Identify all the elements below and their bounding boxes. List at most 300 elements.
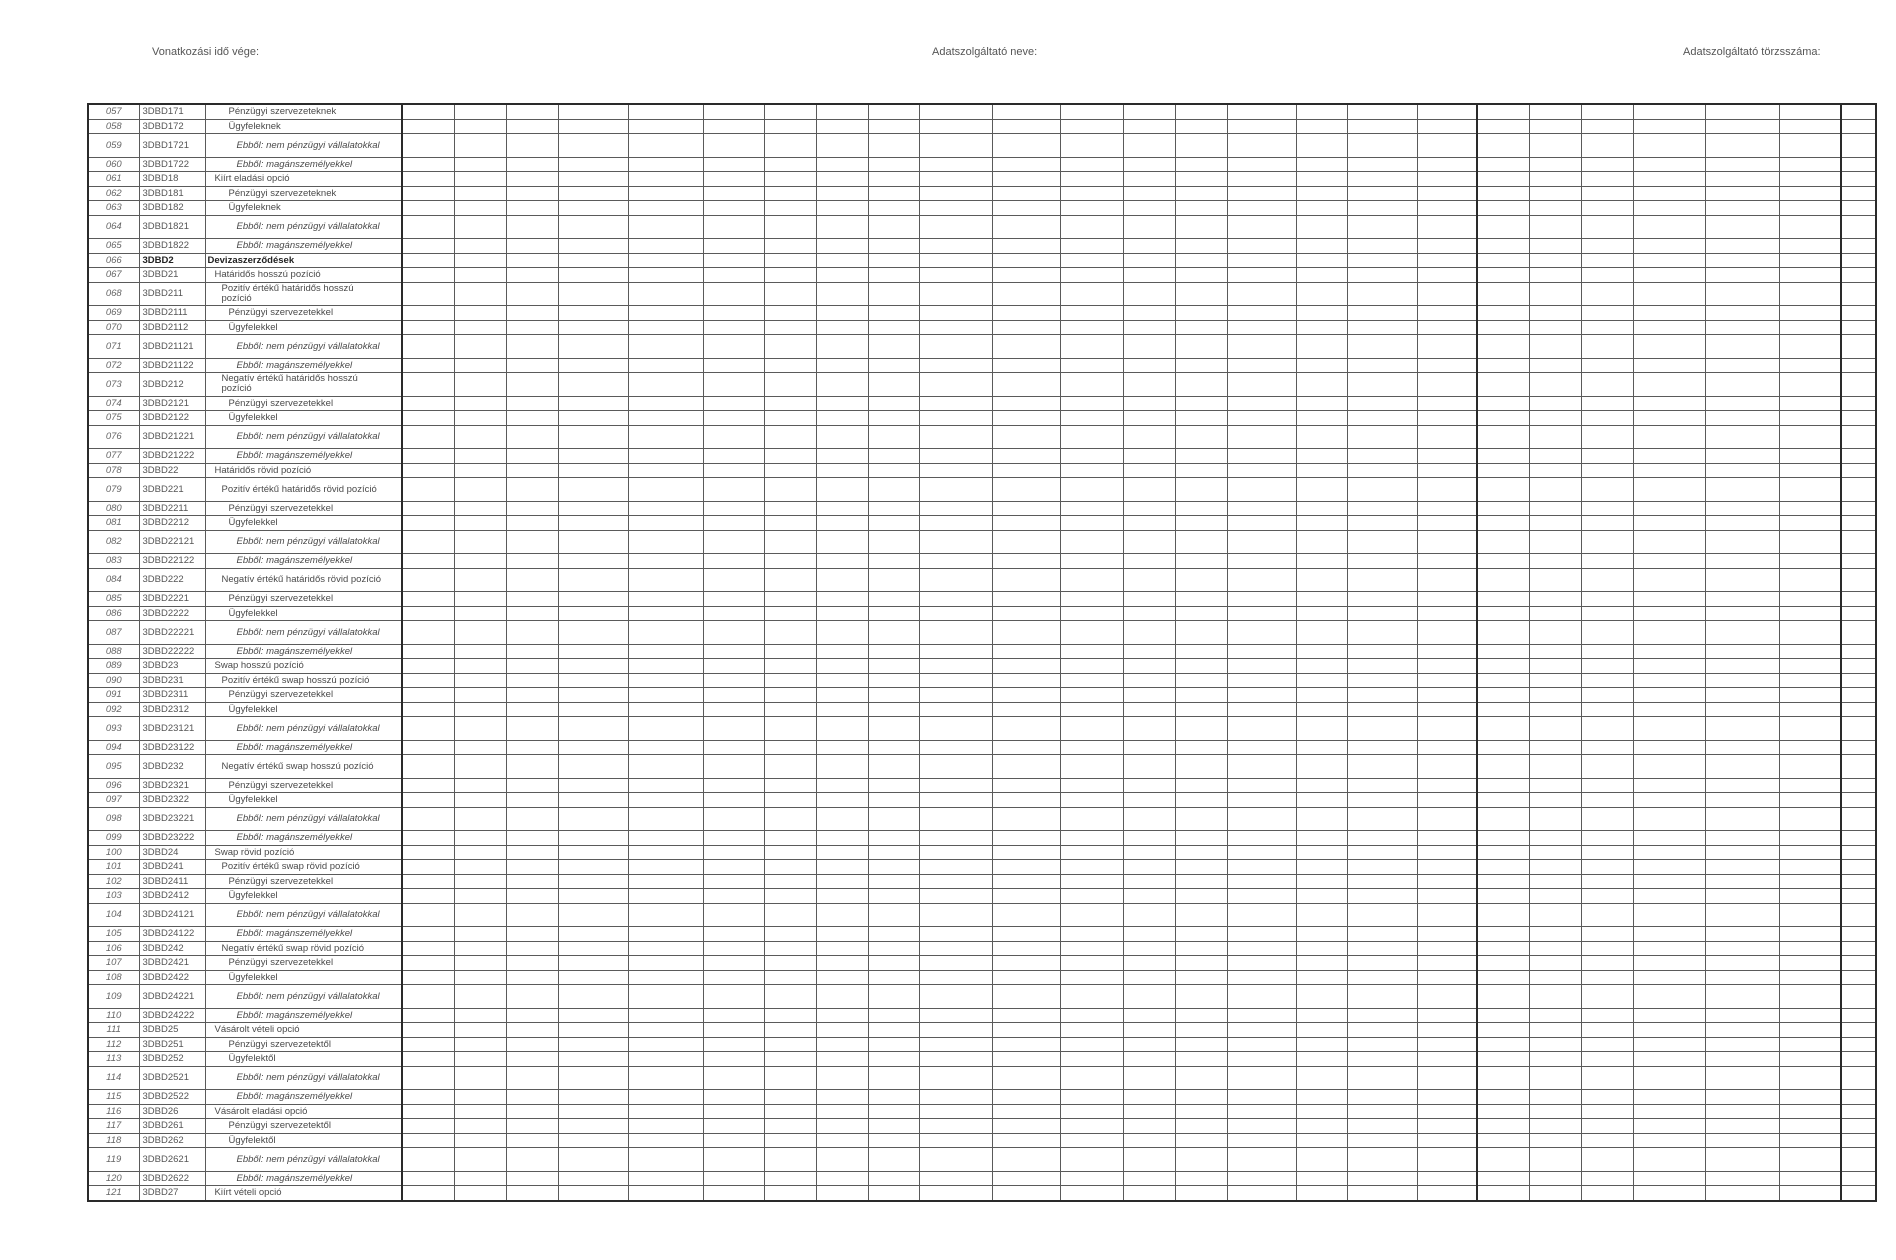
row-code: 3DBD2411 [139, 874, 205, 889]
value-cell [558, 1052, 628, 1067]
value-cell [1347, 807, 1417, 831]
value-cell [919, 793, 992, 808]
value-cell [1779, 320, 1841, 335]
table-row [88, 1171, 1876, 1186]
value-cell [1779, 688, 1841, 703]
value-cell [816, 956, 868, 971]
value-cell [558, 673, 628, 688]
table-row [88, 201, 1876, 216]
value-cell [558, 201, 628, 216]
value-cell [1417, 1008, 1477, 1023]
value-cell [764, 874, 816, 889]
value-cell [558, 411, 628, 426]
value-cell [1060, 373, 1123, 397]
value-cell [703, 903, 764, 927]
row-label-cell [205, 172, 402, 187]
value-cell [868, 268, 919, 283]
value-cell [1581, 119, 1633, 134]
value-cell [1227, 306, 1296, 321]
value-cell [1060, 1090, 1123, 1105]
value-cell [1347, 778, 1417, 793]
value-cell [1296, 358, 1347, 373]
value-cell [1175, 1133, 1227, 1148]
row-code: 3DBD242 [139, 941, 205, 956]
value-cell [1477, 1104, 1529, 1119]
value-cell [764, 568, 816, 592]
row-label-cell [205, 903, 402, 927]
value-cell [868, 516, 919, 531]
value-cell [1123, 463, 1175, 478]
row-label: Ebből: nem pénzügyi vállalatokkal [236, 431, 380, 443]
value-cell [1477, 807, 1529, 831]
value-cell [628, 358, 703, 373]
value-cell [1633, 740, 1705, 755]
value-cell [1841, 463, 1876, 478]
value-cell [1060, 1104, 1123, 1119]
row-code: 3DBD232 [139, 755, 205, 779]
value-cell [1841, 621, 1876, 645]
value-cell [868, 201, 919, 216]
row-label-cell [205, 157, 402, 172]
value-cell [1417, 449, 1477, 464]
value-cell [1123, 831, 1175, 846]
value-cell [1633, 644, 1705, 659]
row-code: 3DBD2221 [139, 592, 205, 607]
value-cell [764, 889, 816, 904]
value-cell [1633, 1066, 1705, 1090]
row-code: 3DBD24221 [139, 985, 205, 1009]
value-cell [402, 740, 454, 755]
value-cell [816, 463, 868, 478]
value-cell [919, 530, 992, 554]
value-cell [1529, 119, 1581, 134]
value-cell [1581, 516, 1633, 531]
value-cell [764, 941, 816, 956]
value-cell [1060, 941, 1123, 956]
value-cell [1477, 358, 1529, 373]
value-cell [1841, 778, 1876, 793]
row-label-cell [205, 673, 402, 688]
row-number: 072 [88, 358, 139, 373]
value-cell [919, 282, 992, 306]
value-cell [1417, 104, 1477, 119]
value-cell [992, 104, 1060, 119]
value-cell [1529, 516, 1581, 531]
value-cell [992, 396, 1060, 411]
value-cell [1175, 740, 1227, 755]
row-number: 098 [88, 807, 139, 831]
value-cell [1060, 970, 1123, 985]
value-cell [1581, 425, 1633, 449]
value-cell [992, 1171, 1060, 1186]
table-row [88, 358, 1876, 373]
table-row [88, 282, 1876, 306]
value-cell [1477, 268, 1529, 283]
value-cell [919, 253, 992, 268]
value-cell [402, 1023, 454, 1038]
value-cell [1175, 1186, 1227, 1201]
value-cell [1347, 516, 1417, 531]
value-cell [454, 554, 506, 569]
value-cell [1227, 268, 1296, 283]
value-cell [1227, 449, 1296, 464]
value-cell [1705, 239, 1779, 254]
value-cell [992, 268, 1060, 283]
row-label: Ügyfelekkel [228, 607, 278, 619]
value-cell [1123, 889, 1175, 904]
value-cell [919, 592, 992, 607]
row-number: 087 [88, 621, 139, 645]
value-cell [1529, 903, 1581, 927]
value-cell [1529, 927, 1581, 942]
value-cell [992, 239, 1060, 254]
value-cell [1175, 1008, 1227, 1023]
value-cell [558, 1023, 628, 1038]
row-label-cell [205, 1186, 402, 1201]
value-cell [868, 740, 919, 755]
value-cell [1296, 702, 1347, 717]
value-cell [1581, 1148, 1633, 1172]
value-cell [1175, 927, 1227, 942]
value-cell [1347, 186, 1417, 201]
table-row [88, 215, 1876, 239]
row-label: Ügyfelekkel [228, 971, 278, 983]
row-number: 099 [88, 831, 139, 846]
row-label-cell [205, 740, 402, 755]
value-cell [1841, 268, 1876, 283]
value-cell [868, 1052, 919, 1067]
value-cell [1841, 501, 1876, 516]
value-cell [1227, 215, 1296, 239]
value-cell [1633, 463, 1705, 478]
value-cell [1779, 1186, 1841, 1201]
value-cell [992, 530, 1060, 554]
value-cell [764, 927, 816, 942]
row-code: 3DBD2222 [139, 606, 205, 621]
value-cell [628, 970, 703, 985]
row-number: 064 [88, 215, 139, 239]
row-code: 3DBD2522 [139, 1090, 205, 1105]
row-label-cell [205, 755, 402, 779]
value-cell [506, 702, 558, 717]
value-cell [454, 1037, 506, 1052]
value-cell [868, 215, 919, 239]
value-cell [764, 659, 816, 674]
value-cell [764, 1023, 816, 1038]
value-cell [764, 1148, 816, 1172]
value-cell [764, 1171, 816, 1186]
value-cell [1581, 831, 1633, 846]
value-cell [1060, 673, 1123, 688]
table-row [88, 659, 1876, 674]
value-cell [816, 282, 868, 306]
value-cell [1175, 239, 1227, 254]
value-cell [1296, 1052, 1347, 1067]
value-cell [1060, 268, 1123, 283]
row-number: 076 [88, 425, 139, 449]
value-cell [1296, 373, 1347, 397]
value-cell [454, 1148, 506, 1172]
value-cell [1060, 1037, 1123, 1052]
value-cell [558, 889, 628, 904]
value-cell [1123, 396, 1175, 411]
row-code: 3DBD1822 [139, 239, 205, 254]
value-cell [816, 860, 868, 875]
value-cell [868, 554, 919, 569]
value-cell [1060, 860, 1123, 875]
value-cell [1123, 554, 1175, 569]
value-cell [816, 889, 868, 904]
value-cell [1296, 104, 1347, 119]
value-cell [1417, 134, 1477, 158]
value-cell [1296, 215, 1347, 239]
value-cell [1227, 688, 1296, 703]
row-number: 109 [88, 985, 139, 1009]
value-cell [1227, 845, 1296, 860]
value-cell [1529, 717, 1581, 741]
value-cell [1296, 778, 1347, 793]
value-cell [1175, 134, 1227, 158]
value-cell [764, 688, 816, 703]
value-cell [992, 860, 1060, 875]
value-cell [1296, 501, 1347, 516]
value-cell [558, 702, 628, 717]
value-cell [764, 1133, 816, 1148]
value-cell [1347, 104, 1417, 119]
value-cell [454, 411, 506, 426]
table-row [88, 268, 1876, 283]
value-cell [919, 702, 992, 717]
value-cell [558, 831, 628, 846]
value-cell [1175, 1119, 1227, 1134]
value-cell [454, 592, 506, 607]
value-cell [1581, 320, 1633, 335]
value-cell [1529, 659, 1581, 674]
value-cell [816, 335, 868, 359]
value-cell [816, 1090, 868, 1105]
row-code: 3DBD22121 [139, 530, 205, 554]
value-cell [1633, 425, 1705, 449]
value-cell [703, 592, 764, 607]
table-row [88, 425, 1876, 449]
value-cell [454, 831, 506, 846]
row-number: 066 [88, 253, 139, 268]
value-cell [919, 411, 992, 426]
value-cell [1123, 530, 1175, 554]
value-cell [868, 358, 919, 373]
table-row [88, 606, 1876, 621]
value-cell [558, 215, 628, 239]
value-cell [1529, 985, 1581, 1009]
value-cell [1060, 755, 1123, 779]
value-cell [628, 1052, 703, 1067]
value-cell [764, 373, 816, 397]
value-cell [816, 941, 868, 956]
row-number: 073 [88, 373, 139, 397]
value-cell [558, 941, 628, 956]
value-cell [919, 358, 992, 373]
value-cell [402, 985, 454, 1009]
value-cell [703, 659, 764, 674]
value-cell [1779, 516, 1841, 531]
value-cell [919, 985, 992, 1009]
value-cell [1581, 659, 1633, 674]
value-cell [992, 831, 1060, 846]
value-cell [1581, 501, 1633, 516]
value-cell [1347, 1023, 1417, 1038]
value-cell [1347, 306, 1417, 321]
value-cell [1477, 1119, 1529, 1134]
table-row [88, 373, 1876, 397]
value-cell [816, 985, 868, 1009]
value-cell [816, 320, 868, 335]
value-cell [402, 396, 454, 411]
value-cell [1296, 157, 1347, 172]
row-label-cell [205, 845, 402, 860]
value-cell [764, 845, 816, 860]
value-cell [1705, 702, 1779, 717]
value-cell [919, 860, 992, 875]
value-cell [703, 253, 764, 268]
value-cell [1296, 1186, 1347, 1201]
value-cell [1123, 373, 1175, 397]
value-cell [1175, 659, 1227, 674]
value-cell [1705, 134, 1779, 158]
value-cell [816, 1104, 868, 1119]
table-row [88, 463, 1876, 478]
value-cell [1123, 927, 1175, 942]
value-cell [454, 1008, 506, 1023]
value-cell [402, 530, 454, 554]
value-cell [1581, 268, 1633, 283]
value-cell [1841, 373, 1876, 397]
value-cell [1227, 1171, 1296, 1186]
row-code: 3DBD27 [139, 1186, 205, 1201]
row-label: Ebből: nem pénzügyi vállalatokkal [236, 813, 380, 825]
row-label: Határidős hosszú pozíció [214, 269, 321, 281]
value-cell [1123, 845, 1175, 860]
value-cell [1705, 845, 1779, 860]
value-cell [402, 644, 454, 659]
value-cell [402, 1171, 454, 1186]
value-cell [558, 717, 628, 741]
row-label-cell [205, 606, 402, 621]
row-label: Pénzügyi szervezeteknek [228, 106, 337, 118]
value-cell [1705, 201, 1779, 216]
value-cell [558, 606, 628, 621]
value-cell [1175, 702, 1227, 717]
value-cell [1779, 119, 1841, 134]
row-code: 3DBD212 [139, 373, 205, 397]
value-cell [919, 874, 992, 889]
value-cell [816, 1171, 868, 1186]
table-row [88, 889, 1876, 904]
value-cell [506, 253, 558, 268]
value-cell [1417, 606, 1477, 621]
value-cell [1417, 411, 1477, 426]
value-cell [868, 807, 919, 831]
value-cell [703, 941, 764, 956]
value-cell [1123, 1090, 1175, 1105]
value-cell [1347, 1119, 1417, 1134]
value-cell [1123, 501, 1175, 516]
value-cell [992, 320, 1060, 335]
table-row [88, 1037, 1876, 1052]
value-cell [703, 778, 764, 793]
value-cell [1347, 239, 1417, 254]
value-cell [1705, 320, 1779, 335]
value-cell [764, 793, 816, 808]
value-cell [1779, 1148, 1841, 1172]
value-cell [1477, 1023, 1529, 1038]
value-cell [1581, 1052, 1633, 1067]
value-cell [402, 134, 454, 158]
value-cell [703, 201, 764, 216]
value-cell [1581, 755, 1633, 779]
value-cell [1779, 201, 1841, 216]
row-label-cell [205, 1037, 402, 1052]
value-cell [1477, 927, 1529, 942]
value-cell [1347, 740, 1417, 755]
row-code: 3DBD2321 [139, 778, 205, 793]
value-cell [1060, 621, 1123, 645]
value-cell [1060, 927, 1123, 942]
value-cell [1841, 1186, 1876, 1201]
value-cell [1705, 119, 1779, 134]
value-cell [1581, 104, 1633, 119]
value-cell [1779, 793, 1841, 808]
value-cell [868, 970, 919, 985]
value-cell [506, 778, 558, 793]
value-cell [1060, 396, 1123, 411]
row-label: Ebből: nem pénzügyi vállalatokkal [236, 722, 380, 734]
value-cell [1417, 268, 1477, 283]
value-cell [1417, 903, 1477, 927]
value-cell [1296, 530, 1347, 554]
value-cell [1227, 554, 1296, 569]
value-cell [1347, 1066, 1417, 1090]
row-label-cell [205, 970, 402, 985]
value-cell [1477, 411, 1529, 426]
table-row [88, 1008, 1876, 1023]
value-cell [868, 104, 919, 119]
value-cell [1779, 463, 1841, 478]
row-label: Swap hosszú pozíció [214, 660, 304, 672]
value-cell [558, 1037, 628, 1052]
row-label-cell [205, 568, 402, 592]
value-cell [1633, 104, 1705, 119]
value-cell [1633, 673, 1705, 688]
value-cell [506, 903, 558, 927]
value-cell [506, 411, 558, 426]
value-cell [1841, 702, 1876, 717]
row-label-cell [205, 941, 402, 956]
value-cell [628, 425, 703, 449]
row-label: Ügyfelektől [228, 1053, 276, 1065]
value-cell [506, 1171, 558, 1186]
value-cell [1123, 1104, 1175, 1119]
value-cell [1779, 874, 1841, 889]
value-cell [1227, 778, 1296, 793]
value-cell [703, 478, 764, 502]
value-cell [992, 134, 1060, 158]
value-cell [1633, 134, 1705, 158]
value-cell [402, 119, 454, 134]
value-cell [558, 425, 628, 449]
value-cell [1060, 717, 1123, 741]
value-cell [1227, 1008, 1296, 1023]
value-cell [506, 268, 558, 283]
